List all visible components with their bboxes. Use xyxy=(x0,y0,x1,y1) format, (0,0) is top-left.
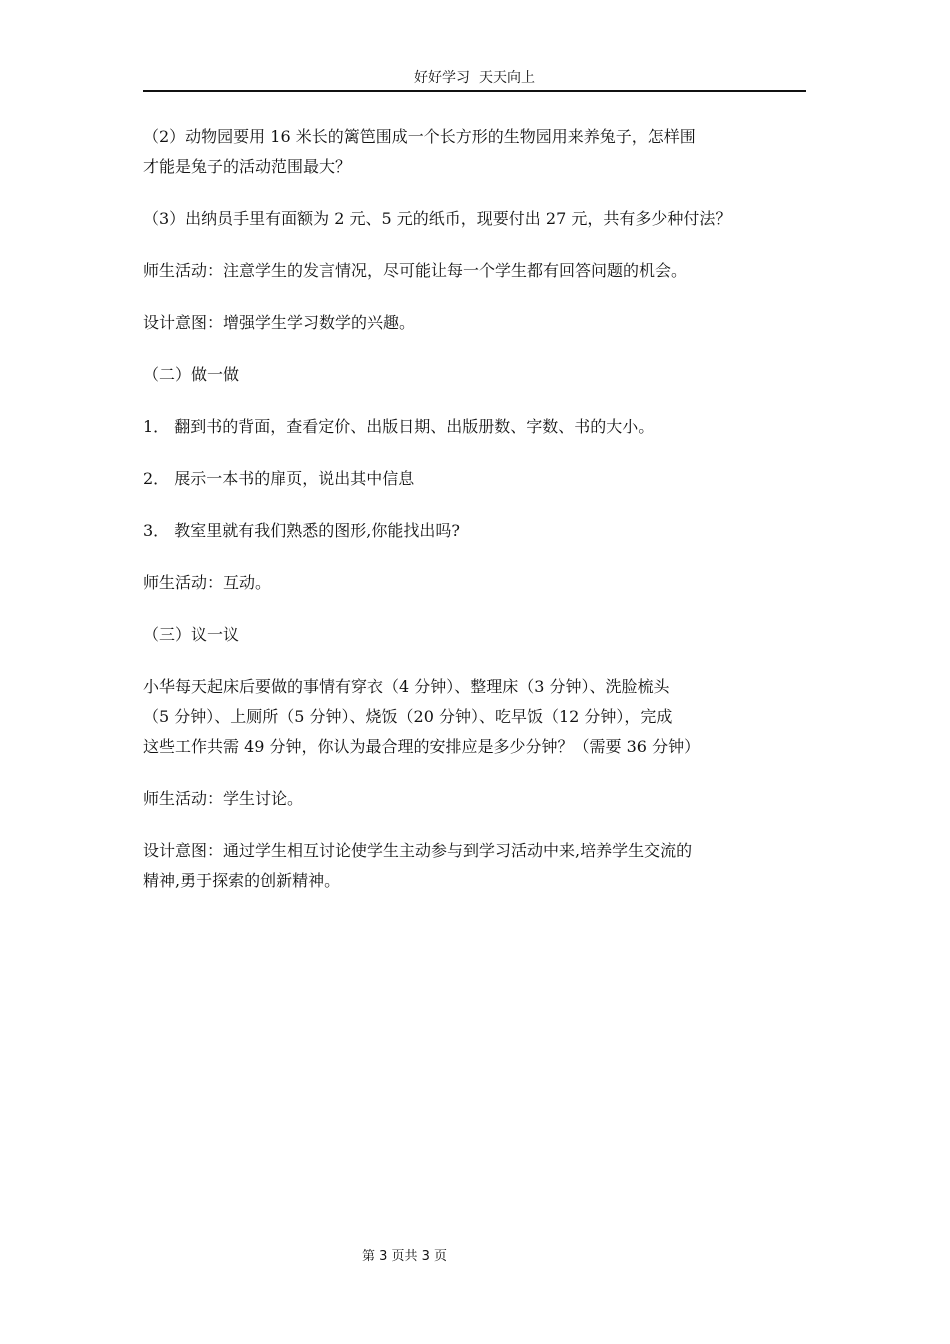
question-2-line-1: （2）动物园要用 16 米长的篱笆围成一个长方形的生物园用来养兔子，怎样围 xyxy=(143,127,696,146)
teacher-student-activity-1: 师生活动：注意学生的发言情况，尽可能让每一个学生都有回答问题的机会。 xyxy=(143,261,688,280)
teacher-student-activity-3: 师生活动：学生讨论。 xyxy=(143,789,304,808)
question-2 xyxy=(143,122,808,182)
design-intent-1: 设计意图：增强学生学习数学的兴趣。 xyxy=(143,313,416,332)
section-heading-do: （二）做一做 xyxy=(143,365,240,384)
question-3: （3）出纳员手里有面额为 2 元、5 元的纸币，现要付出 27 元，共有多少种付法？ xyxy=(143,209,732,228)
design-intent-2-line-2: 精神,勇于探索的创新精神。 xyxy=(143,871,341,890)
page-number: 第 3 页共 3 页 xyxy=(361,1249,448,1264)
section-heading-discuss: （三）议一议 xyxy=(143,625,240,644)
teacher-student-activity-2: 师生活动：互动。 xyxy=(143,573,272,592)
design-intent-2-line-1: 设计意图：通过学生相互讨论使学生主动参与到学习活动中来,培养学生交流的 xyxy=(143,841,693,860)
scheduling-problem-line-2: （5 分钟）、上厕所（5 分钟）、烧饭（20 分钟）、吃早饭（12 分钟），完成 xyxy=(143,707,673,726)
scheduling-problem-line-1: 小华每天起床后要做的事情有穿衣（4 分钟）、整理床（3 分钟）、洗脸梳头 xyxy=(143,677,670,696)
question-2-line-2: 才能是兔子的活动范围最大？ xyxy=(143,157,352,176)
list-item-1: 1． 翻到书的背面，查看定价、出版日期、出版册数、字数、书的大小。 xyxy=(143,417,655,436)
list-item-2: 2． 展示一本书的扉页，说出其中信息 xyxy=(143,469,415,488)
page-header: 好好学习 天天向上 xyxy=(143,68,806,92)
design-intent-2 xyxy=(143,836,808,896)
list-item-3: 3． 教室里就有我们熟悉的图形,你能找出吗? xyxy=(143,521,460,540)
scheduling-problem-line-3: 这些工作共需 49 分钟，你认为最合理的安排应是多少分钟？（需要 36 分钟） xyxy=(143,737,701,756)
document-body xyxy=(143,122,808,918)
scheduling-problem xyxy=(143,672,808,762)
